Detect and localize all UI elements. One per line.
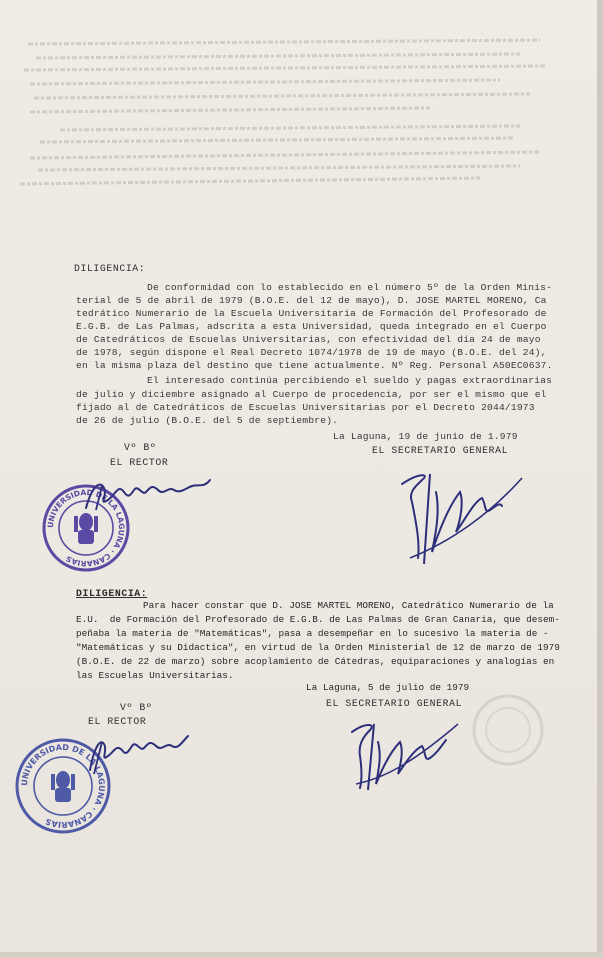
diligencia-2-date: La Laguna, 5 de julio de 1979 [306, 682, 470, 693]
page-edge-right [597, 0, 603, 958]
diligencia-2-line-1: Para hacer constar que D. JOSE MARTEL MORENO, Catedrático Numerario de la [143, 600, 554, 611]
diligencia-1-line-3: tedrático Numerario de la Escuela Universitaria de Formación del Profesorado de [76, 308, 547, 319]
diligencia-2-line-5: (B.O.E. de 22 de marzo) sobre acoplamiento de Cátedras, equiparaciones y analogías en [76, 656, 555, 667]
diligencia-1-line-2: terial de 5 de abril de 1979 (B.O.E. del 12 de mayo), D. JOSE MARTEL MORENO, Ca [76, 295, 547, 306]
faded-stamp [468, 690, 548, 770]
diligencia-1-rector-title: EL RECTOR [110, 457, 169, 468]
diligencia-1-heading: DILIGENCIA: [74, 263, 146, 274]
diligencia-1-vobo: Vº Bº [124, 442, 157, 453]
diligencia-1-line-5: de Catedráticos de Escuelas Universitarias, con efectividad del día 24 de mayo [76, 334, 541, 345]
diligencia-1-line-1: De conformidad con lo establecido en el número 5º de la Orden Minis- [147, 282, 553, 293]
diligencia-2-heading: DILIGENCIA: [76, 588, 148, 599]
svg-text:UNIVERSIDAD DE LA LAGUNA · CAN: UNIVERSIDAD DE LA LAGUNA · CANARIAS [45, 487, 127, 569]
rector-signature-1 [78, 466, 218, 516]
diligencia-1-line-9: de julio y diciembre asignado al Cuerpo de procedencia, por ser el mismo que el [76, 389, 547, 400]
rector-signature-2 [84, 718, 194, 778]
diligencia-2-line-2: E.U. de Formación del Profesorado de E.G.B. de Las Palmas de Gran Canaria, que desem- [76, 614, 560, 625]
secretary-signature-2 [346, 714, 466, 794]
diligencia-2-secretary-title: EL SECRETARIO GENERAL [326, 698, 463, 709]
diligencia-1-line-4: E.G.B. de Las Palmas, adscrita a esta Universidad, queda integrado en el Cuerpo [76, 321, 547, 332]
diligencia-2-line-4: "Matemáticas y su Didactica", en virtud de la Orden Ministerial de 12 de marzo de 1979 [76, 642, 560, 653]
svg-text:UNIVERSIDAD DE LA LAGUNA · CAN: UNIVERSIDAD DE LA LAGUNA · CANARIAS [19, 742, 107, 830]
diligencia-2-line-6: las Escuelas Universitarias. [76, 670, 234, 681]
diligencia-1-line-7: en la misma plaza del destino que tiene actualmente. Nº Reg. Personal A50EC0637. [76, 360, 553, 371]
bleed-through-text [0, 0, 603, 210]
diligencia-1-line-11: de 26 de julio (B.O.E. del 5 de septiembre). [76, 415, 339, 426]
diligencia-2-rector-title: EL RECTOR [88, 716, 147, 727]
secretary-signature-1 [390, 462, 530, 572]
page-edge-bottom [0, 952, 603, 958]
diligencia-1-secretary-title: EL SECRETARIO GENERAL [372, 445, 509, 456]
diligencia-2-line-3: peñaba la materia de "Matemáticas", pasa a desempeñar en lo sucesivo la materia de - [76, 628, 549, 639]
diligencia-1-line-10: fijado al de Catedráticos de Escuelas Universitarias por el Decreto 2044/1973 [76, 402, 535, 413]
diligencia-1-line-8: El interesado continúa percibiendo el sueldo y pagas extraordinarias [147, 375, 553, 386]
diligencia-1-line-6: de 1978, según dispone el Real Decreto 1074/1978 de 19 de mayo (B.O.E. del 24), [76, 347, 547, 358]
diligencia-1-date: La Laguna, 19 de junio de 1.979 [333, 431, 518, 442]
diligencia-2-vobo: Vº Bº [120, 702, 153, 713]
